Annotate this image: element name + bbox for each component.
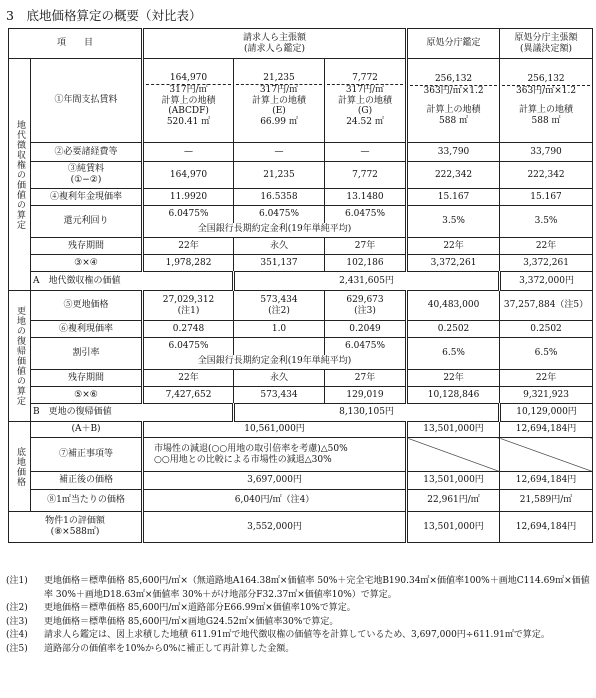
label: 残存期間	[31, 370, 143, 387]
row-net-rent	[9, 162, 593, 189]
cell: 0.2049	[325, 321, 407, 338]
cell: 164,970 317円/㎡ 計算上の地積 (ABCDF) 520.41 ㎡	[143, 59, 234, 143]
cell: 0.2748	[143, 321, 234, 338]
label: ⑧1㎡当たりの価格	[31, 490, 143, 512]
cell: 6.5%	[500, 338, 593, 370]
header-plaintiff: 請求人ら主張額 (請求人ら鑑定)	[143, 29, 407, 59]
label: ⑤更地価格	[31, 291, 143, 321]
cell: 10,129,000円	[500, 404, 593, 422]
label: 補正後の価格	[31, 472, 143, 490]
rate-basis-note: 全国銀行長期約定金利(19年単純平均)	[143, 223, 407, 238]
row-remaining-term	[9, 238, 593, 255]
label: ③×④	[31, 255, 143, 272]
section-chidai: 地代徴収権の価値の算定	[9, 59, 31, 291]
label: 残存期間	[31, 238, 143, 255]
header-bureau: 原処分庁鑑定	[407, 29, 500, 59]
cell: 27,029,312 (注1)	[143, 291, 234, 321]
cell: 3.5%	[407, 206, 500, 238]
diagonal-cell	[407, 438, 500, 472]
label: ④複利年金現価率	[31, 189, 143, 206]
row-annuity-factor	[9, 189, 593, 206]
label: ①年間支払賃料	[31, 59, 143, 143]
adjustment-details: 市場性の減退(○○用地の取引倍率を考慮)△50% ○○用地との比較による市場性の減退△30%	[143, 438, 407, 472]
row-a-plus-b	[9, 422, 593, 438]
cell: 永久	[234, 370, 325, 387]
cell: 37,257,884（注5）	[500, 291, 593, 321]
cell: 11.9920	[143, 189, 234, 206]
cell: 永久	[234, 238, 325, 255]
cell: 10,561,000円	[143, 422, 407, 438]
cell: 21,235	[234, 162, 325, 189]
row-adjusted-price	[9, 472, 593, 490]
cell: 573,434	[234, 387, 325, 404]
cell: 10,128,846	[407, 387, 500, 404]
cell: 7,772	[325, 162, 407, 189]
cell: 222,342	[500, 162, 593, 189]
cell: 21,589円/㎡	[500, 490, 593, 512]
cell: 12,694,184円	[500, 472, 593, 490]
cell: 256,132 363円/㎡×1.2 計算上の地積 588 ㎡	[407, 59, 500, 143]
cell: 6.0475%	[234, 206, 325, 223]
cell: 33,790	[407, 143, 500, 162]
cell: 21,235 317円/㎡ 計算上の地積 (E) 66.99 ㎡	[234, 59, 325, 143]
cell: 1,978,282	[143, 255, 234, 272]
footnote: (注1) 更地価格＝標準価格 85,600円/㎡×（無道路地A164.38㎡×価値率 50%＋完全宅地B190.34㎡×価値率100%＋画地C114.69㎡×価値率 30%＋画地D18.63㎡×価値率 30%＋がけ地部分F32.37㎡×価値率10%）で算定。	[6, 576, 590, 600]
row-expenses	[9, 143, 593, 162]
label: ③純賃料 (①−②)	[31, 162, 143, 189]
cell: 40,483,000	[407, 291, 500, 321]
cell: 7,427,652	[143, 387, 234, 404]
label: 還元利回り	[31, 206, 143, 238]
cell: 6.0475%	[143, 338, 234, 355]
row-a-total	[9, 272, 593, 291]
cell: 3,372,261	[500, 255, 593, 272]
cell: 6.5%	[407, 338, 500, 370]
cell: 15.167	[500, 189, 593, 206]
cell: 3.5%	[500, 206, 593, 238]
header-judgment: 原処分庁主張額 (異議決定額)	[500, 29, 593, 59]
cell: 1.0	[234, 321, 325, 338]
cell: 22年	[143, 238, 234, 255]
cell: 13.1480	[325, 189, 407, 206]
cell: 22年	[407, 370, 500, 387]
label: B 更地の復帰価値	[31, 404, 234, 422]
cell: 13,501,000円	[407, 472, 500, 490]
label: (A＋B)	[31, 422, 143, 438]
row-discount-rate	[9, 338, 593, 355]
cell: 13,501,000円	[407, 512, 500, 543]
cell: 573,434 (注2)	[234, 291, 325, 321]
cell: 222,342	[407, 162, 500, 189]
row-present-value-factor	[9, 321, 593, 338]
row-5x6	[9, 387, 593, 404]
cell: 0.2502	[500, 321, 593, 338]
row-remaining-term-2	[9, 370, 593, 387]
cell: 22,961円/㎡	[407, 490, 500, 512]
cell: 22年	[500, 238, 593, 255]
row-b-total	[9, 404, 593, 422]
row-adjustments	[9, 438, 593, 472]
cell: 22年	[500, 370, 593, 387]
cell: 33,790	[500, 143, 593, 162]
header-row	[9, 29, 593, 59]
cell: 22年	[407, 238, 500, 255]
cell: 13,501,000円	[407, 422, 500, 438]
label: 割引率	[31, 338, 143, 370]
cell: 6.0475%	[143, 206, 234, 223]
row-price-per-sqm	[9, 490, 593, 512]
cell: 6.0475%	[325, 206, 407, 223]
label: ⑤×⑥	[31, 387, 143, 404]
cell: 3,372,261	[407, 255, 500, 272]
cell: 15.167	[407, 189, 500, 206]
footnote: (注5) 道路部分の価値率を10%から0%に補正して再計算した金額。	[6, 643, 295, 654]
cell: 6.0475%	[325, 338, 407, 355]
footnote: (注4) 請求人ら鑑定は、図上求積した地積 611.91㎡で地代徴収権の価値等を計算しているため、3,697,000円÷611.91㎡で算定。	[6, 630, 550, 640]
cell: 3,697,000円	[143, 472, 407, 490]
section-koushin: 更地の復帰価値の算定	[9, 291, 31, 422]
row-3x4	[9, 255, 593, 272]
label: ⑥複利現価率	[31, 321, 143, 338]
cell: 27年	[325, 238, 407, 255]
cell: 2,431,605円	[234, 272, 500, 291]
label: 物件1の評価額 (⑧×588㎡)	[9, 512, 143, 543]
footnote: (注2) 更地価格＝標準価格 85,600円/㎡×道路部分E66.99㎡×価値率10%で算定。	[6, 603, 356, 613]
cell: 629,673 (注3)	[325, 291, 407, 321]
row-annual-rent	[9, 59, 593, 143]
cell: 3,372,000円	[500, 272, 593, 291]
cell: 22年	[143, 370, 234, 387]
row-vacant-land-price	[9, 291, 593, 321]
row-property-valuation	[9, 512, 593, 543]
cell: 256,132 363円/㎡×1.2 計算上の地積 588 ㎡	[500, 59, 593, 143]
cell: —	[234, 143, 325, 162]
diagonal-cell	[500, 438, 593, 472]
cell: 12,694,184円	[500, 422, 593, 438]
rate-basis-note: 全国銀行長期約定金利(19年単純平均)	[143, 355, 407, 370]
cell: 27年	[325, 370, 407, 387]
cell: —	[325, 143, 407, 162]
cell: 6,040円/㎡（注4）	[143, 490, 407, 512]
cell: 3,552,000円	[143, 512, 407, 543]
cell: 7,772 317円/㎡ 計算上の地積 (G) 24.52 ㎡	[325, 59, 407, 143]
row-cap-rate	[9, 206, 593, 223]
footnotes	[6, 575, 592, 656]
comparison-table	[8, 28, 593, 543]
cell: 0.2502	[407, 321, 500, 338]
label: ⑦補正事項等	[31, 438, 143, 472]
header-item: 項 目	[9, 29, 143, 59]
cell: 16.5358	[234, 189, 325, 206]
footnote: (注3) 更地価格＝標準価格 85,600円/㎡×画地G24.52㎡×価値率30%で算定。	[6, 616, 339, 627]
cell: 129,019	[325, 387, 407, 404]
cell: 9,321,923	[500, 387, 593, 404]
cell: 102,186	[325, 255, 407, 272]
cell	[234, 338, 325, 355]
cell: 351,137	[234, 255, 325, 272]
section-sokochi: 底地価格	[9, 422, 31, 512]
cell: 8,130,105円	[234, 404, 500, 422]
label: A 地代徴収権の価値	[31, 272, 234, 291]
cell: 12,694,184円	[500, 512, 593, 543]
cell: —	[143, 143, 234, 162]
document-heading: 3 底地価格算定の概要（対比表）	[6, 8, 202, 23]
cell: 164,970	[143, 162, 234, 189]
label: ②必要諸経費等	[31, 143, 143, 162]
